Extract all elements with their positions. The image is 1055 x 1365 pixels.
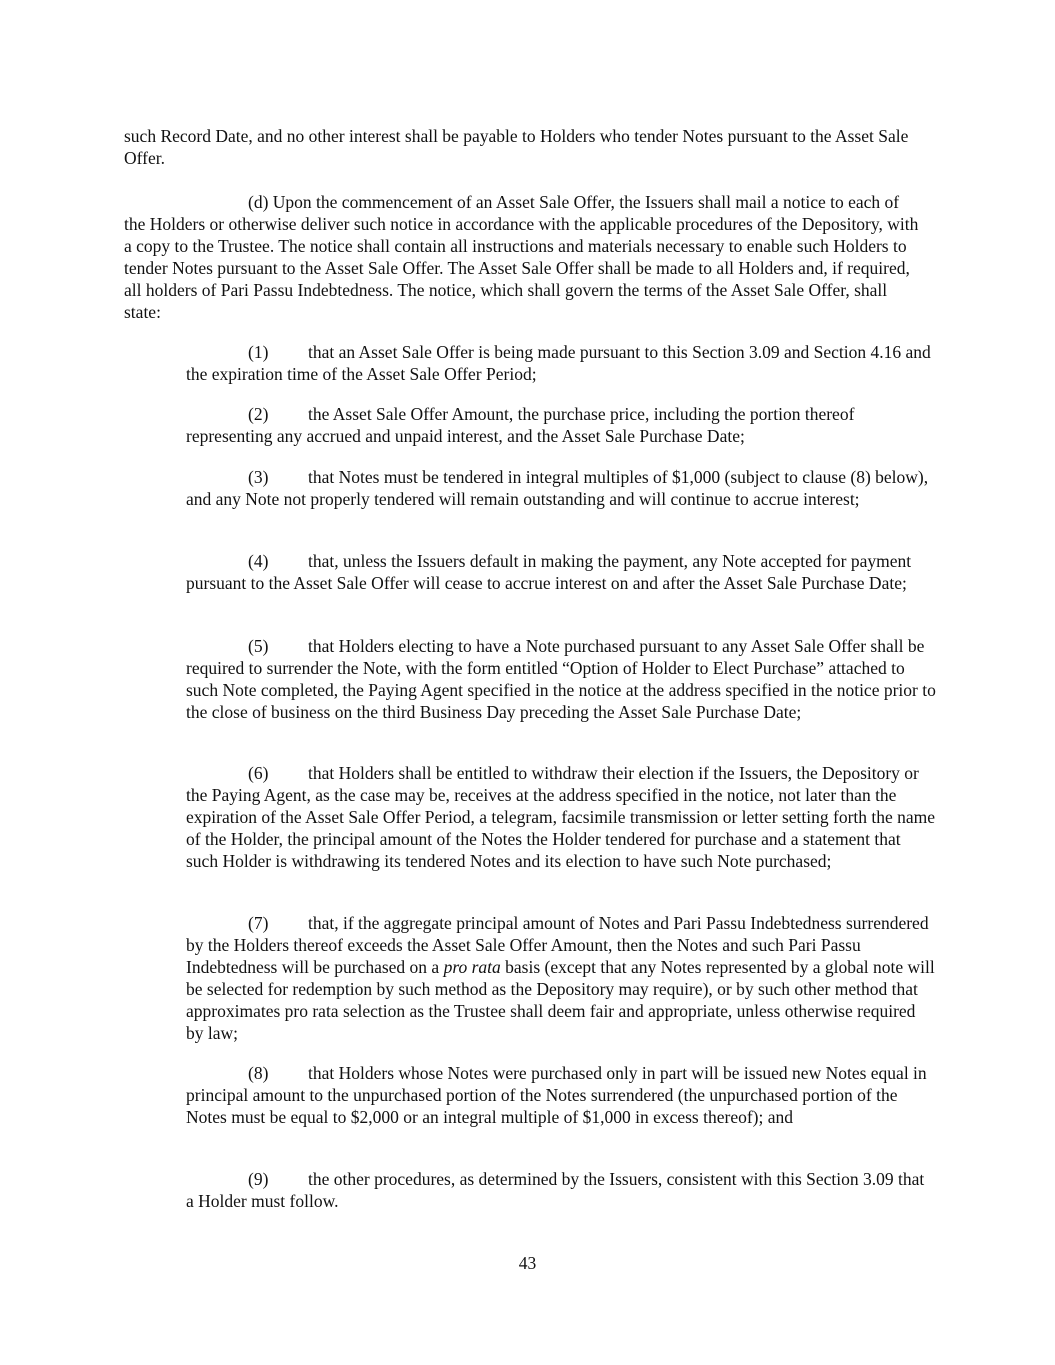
list-item-number: (1) — [248, 342, 269, 362]
paragraph-d — [124, 191, 924, 323]
list-item-text: that an Asset Sale Offer is being made pursuant to this Section 3.09 and Section 4.16 and the expiration time of the Asset Sale Offer Period; — [186, 342, 931, 384]
list-item-number: (4) — [248, 551, 269, 571]
list-item-number: (8) — [248, 1063, 269, 1083]
list-item-1 — [186, 341, 936, 385]
list-item-9 — [186, 1168, 936, 1212]
list-item-text-emphasis: pro rata — [443, 957, 501, 977]
list-item-text-a: that, if the aggregate principal amount of Notes and Pari Passu Indebtedness surrendered by the Holders thereof exceeds the Asset Sale Offer Amount, then the Notes and such Pari Passu Indebtedness will be purchased on a — [186, 913, 929, 977]
list-item-text: the Asset Sale Offer Amount, the purchase price, including the portion thereof representing any accrued and unpaid interest, and the Asset Sale Purchase Date; — [186, 404, 855, 446]
list-item-text: that Holders whose Notes were purchased only in part will be issued new Notes equal in principal amount to the unpurchased portion of the Notes surrendered (the unpurchased portion of the Notes must be equal to $2,000 or an integral multiple of $1,000 in excess thereof); and — [186, 1063, 927, 1127]
page-number: 43 — [518, 1253, 537, 1273]
list-item-7 — [186, 912, 936, 1044]
list-item-text: the other procedures, as determined by the Issuers, consistent with this Section 3.09 that a Holder must follow. — [186, 1169, 925, 1211]
list-item-number: (2) — [248, 404, 269, 424]
list-item-3 — [186, 466, 936, 510]
list-item-number: (3) — [248, 467, 269, 487]
list-item-number: (6) — [248, 763, 269, 783]
list-item-text: that Holders electing to have a Note purchased pursuant to any Asset Sale Offer shall be required to surrender the Note, with the form entitled “Option of Holder to Elect Purchase” attached to such Note completed, the Paying Agent specified in the notice at the address specified in the notice prior to the close of business on the third Business Day preceding the Asset Sale Purchase Date; — [186, 636, 936, 722]
list-item-4 — [186, 550, 936, 594]
list-item-2 — [186, 403, 936, 447]
list-item-number: (5) — [248, 636, 269, 656]
list-item-text: that Holders shall be entitled to withdraw their election if the Issuers, the Depository or the Paying Agent, as the case may be, receives at the address specified in the notice, not later than the expiration of the Asset Sale Offer Period, a telegram, facsimile transmission or letter setting forth the name of the Holder, the principal amount of the Notes the Holder tendered for purchase and a statement that such Holder is withdrawing its tendered Notes and its election to have such Note purchased; — [186, 763, 936, 871]
list-item-text: that, unless the Issuers default in making the payment, any Note accepted for payment pursuant to the Asset Sale Offer will cease to accrue interest on and after the Asset Sale Purchase Date; — [186, 551, 912, 593]
paragraph-d-text: (d) Upon the commencement of an Asset Sale Offer, the Issuers shall mail a notice to each of the Holders or otherwise deliver such notice in accordance with the applicable procedures of the Depository, with a copy to the Trustee. The notice shall contain all instructions and materials necessary to enable such Holders to tender Notes pursuant to the Asset Sale Offer. The Asset Sale Offer shall be made to all Holders and, if required, all holders of Pari Passu Indebtedness. The notice, which shall govern the terms of the Asset Sale Offer, shall state: — [124, 192, 919, 322]
list-item-8 — [186, 1062, 936, 1128]
list-item-5 — [186, 635, 936, 723]
list-item-6 — [186, 762, 936, 872]
list-item-text: that Notes must be tendered in integral multiples of $1,000 (subject to clause (8) below), and any Note not properly tendered will remain outstanding and will continue to accrue interest; — [186, 467, 929, 509]
list-item-text-b: basis (except that any Notes represented by a global note will be selected for redemption by such method as the Depository may require), or by such other method that approximates pro rata selection as the Trustee shall deem fair and appropriate, unless otherwise required by law; — [186, 957, 935, 1043]
list-item-number: (9) — [248, 1169, 269, 1189]
paragraph-continuation: such Record Date, and no other interest shall be payable to Holders who tender Notes pursuant to the Asset Sale Offer. — [124, 126, 909, 168]
list-item-number: (7) — [248, 913, 269, 933]
